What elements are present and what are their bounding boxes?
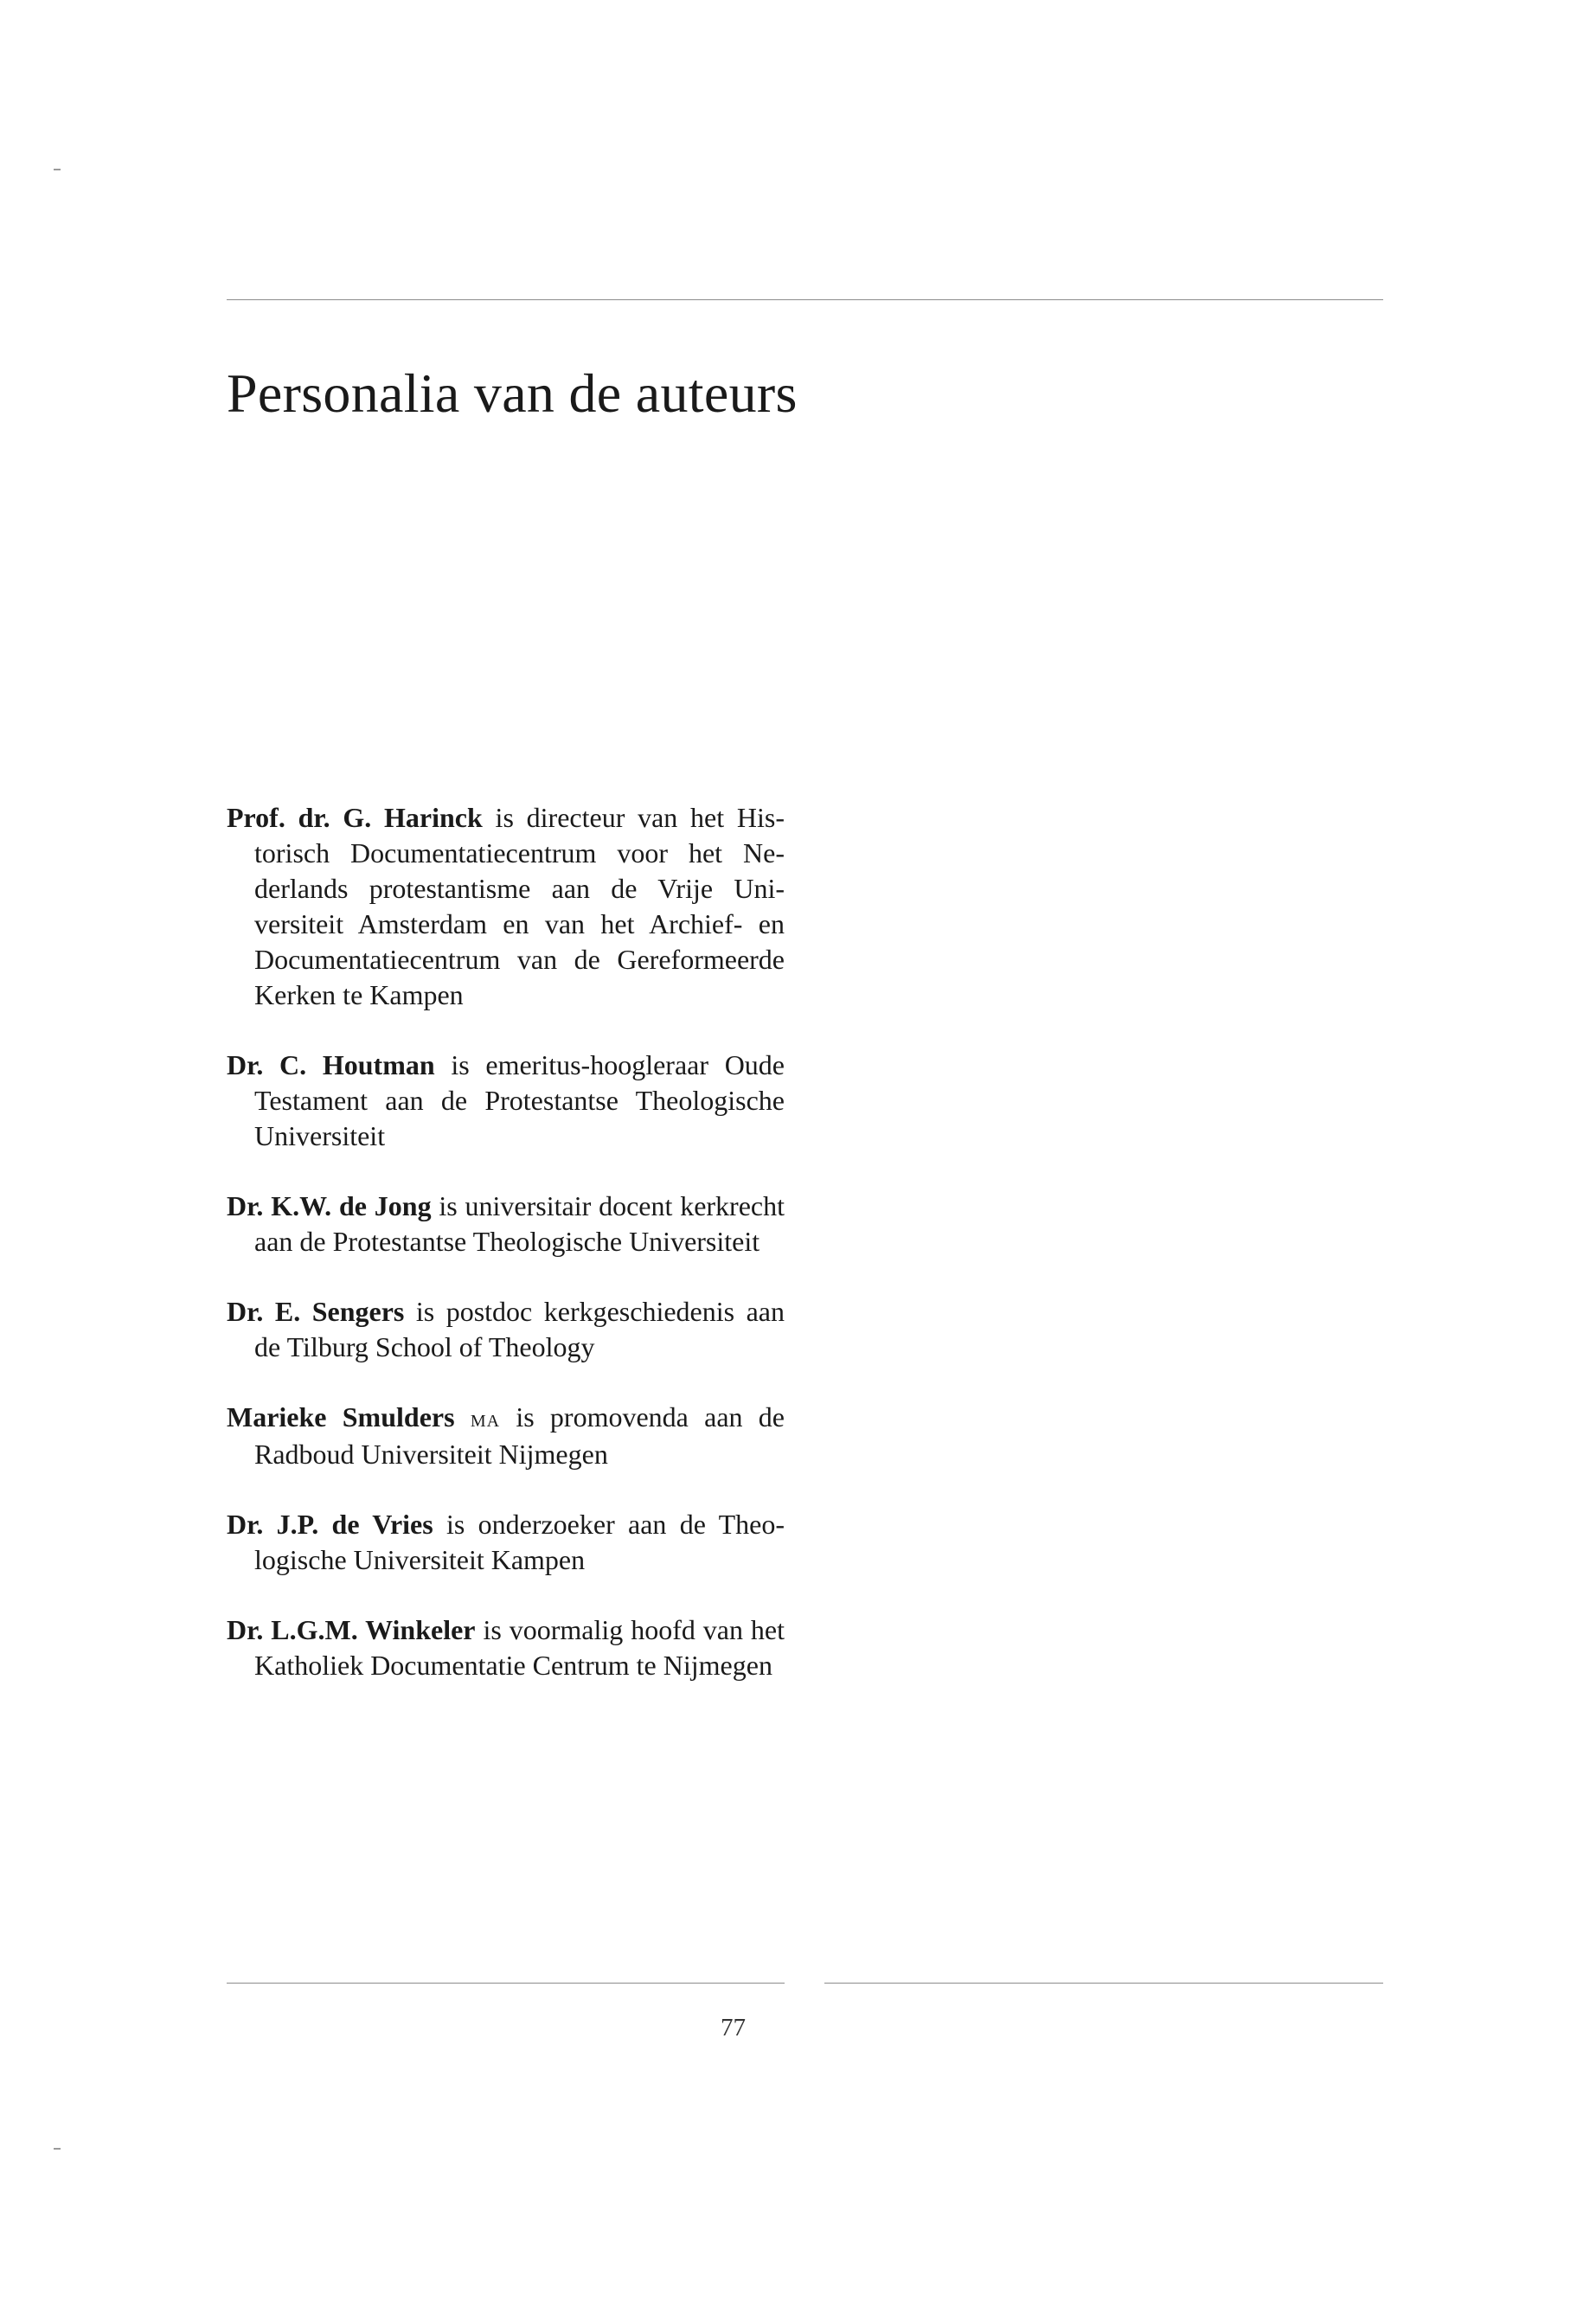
author-name: Dr. K.W. de Jong xyxy=(227,1190,432,1221)
footer-rule-left xyxy=(227,1983,785,1984)
page-title: Personalia van de auteurs xyxy=(227,362,798,424)
crop-mark-top-left xyxy=(54,169,61,170)
author-name: Dr. E. Sengers xyxy=(227,1296,405,1327)
author-entry-de-jong xyxy=(227,1189,785,1259)
author-degree: ma xyxy=(470,1406,501,1433)
author-description: is universitair docent kerkrecht aan de Protestantse Theologische Universiteit xyxy=(254,1190,785,1257)
crop-mark-bottom-left xyxy=(54,2148,61,2150)
author-entry-harinck xyxy=(227,800,785,1013)
author-name: Prof. dr. G. Harinck xyxy=(227,802,483,833)
author-description: is directeur van het Historisch Documentatiecentrum voor het Nederlands protestantisme aan de Vrije Universiteit Amsterdam en van het Archief- en Documentatiecentrum van de Gereformeerde Kerken te Kampen xyxy=(254,802,785,1010)
author-description: is postdoc kerkgeschiedenis aan de Tilburg School of Theology xyxy=(254,1296,785,1362)
author-entry-smulders xyxy=(227,1400,785,1472)
author-entry-houtman xyxy=(227,1048,785,1154)
author-name: Dr. J.P. de Vries xyxy=(227,1509,433,1540)
author-description: is promovenda aan de Radboud Universiteit Nijmegen xyxy=(254,1401,785,1470)
author-name: Dr. L.G.M. Winkeler xyxy=(227,1614,476,1645)
author-description: is voormalig hoofd van het Katholiek Documentatie Centrum te Nijmegen xyxy=(254,1614,785,1681)
author-entry-winkeler xyxy=(227,1612,785,1683)
page-number: 77 xyxy=(721,2014,746,2041)
footer-rule-right xyxy=(824,1983,1383,1984)
author-description: is emeritus-hoogleraar Oude Testament aan de Protestantse Theologische Universiteit xyxy=(254,1049,785,1151)
author-entry-sengers xyxy=(227,1294,785,1365)
author-entry-de-vries xyxy=(227,1507,785,1578)
top-rule xyxy=(227,299,1383,300)
author-description: is onderzoeker aan de Theologische Universiteit Kampen xyxy=(254,1509,785,1575)
author-name: Marieke Smulders xyxy=(227,1401,455,1433)
author-name: Dr. C. Houtman xyxy=(227,1049,435,1080)
author-list xyxy=(227,800,785,1718)
